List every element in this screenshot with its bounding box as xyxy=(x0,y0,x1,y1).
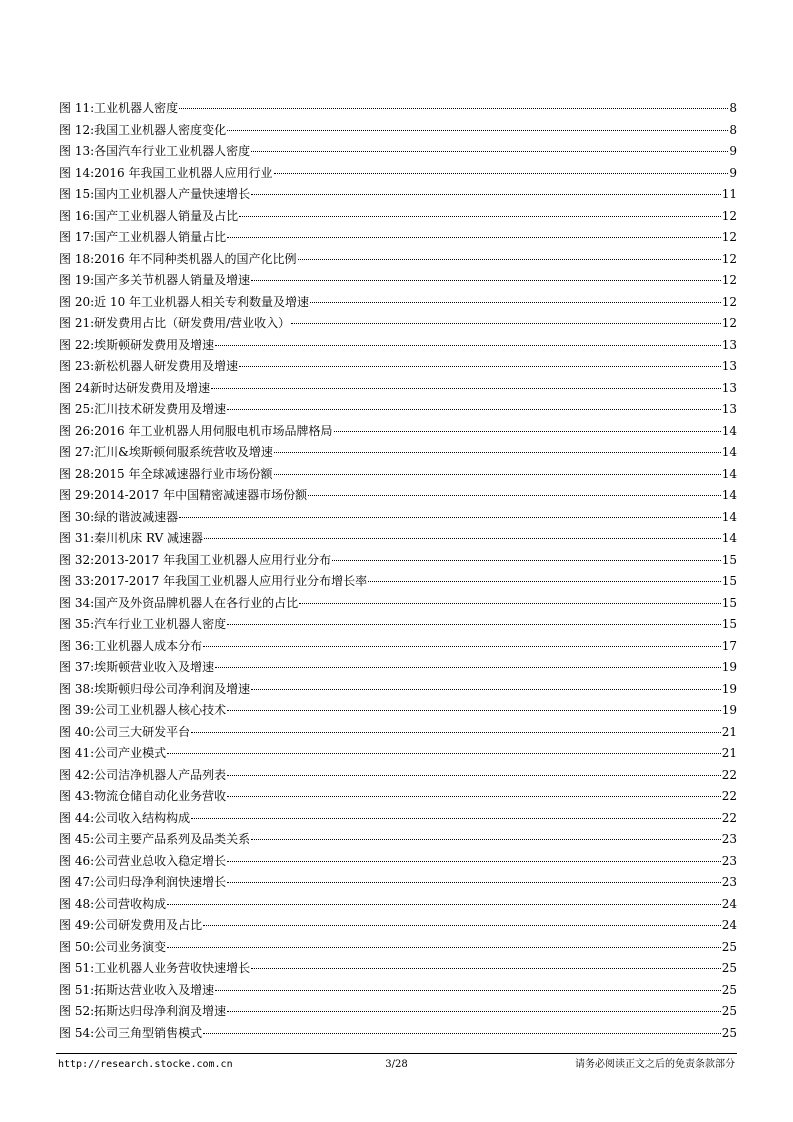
toc-leader-dots xyxy=(299,603,721,604)
toc-leader-dots xyxy=(179,108,728,109)
toc-entry[interactable] xyxy=(59,550,737,572)
toc-entry[interactable] xyxy=(59,464,737,486)
toc-entry-title: 拓斯达归母净利润及增速 xyxy=(94,1004,227,1018)
toc-entry[interactable] xyxy=(59,679,737,701)
toc-entry-title: 公司产业模式 xyxy=(94,746,167,760)
toc-entry-page: 15 xyxy=(721,595,737,610)
toc-leader-dots xyxy=(167,904,721,905)
toc-entry-page: 22 xyxy=(721,810,737,825)
toc-entry-page: 12 xyxy=(721,316,737,330)
toc-entry-title: 公司研发费用及占比 xyxy=(94,918,203,932)
toc-entry-page: 13 xyxy=(721,359,737,373)
toc-entry-page: 13 xyxy=(721,337,737,352)
toc-leader-dots xyxy=(368,581,721,582)
toc-entry-page: 14 xyxy=(721,466,737,481)
toc-leader-dots xyxy=(308,495,721,496)
toc-entry-page: 8 xyxy=(729,122,737,137)
toc-entry-title: 公司收入结构构成 xyxy=(94,810,191,825)
toc-entry-page: 9 xyxy=(729,165,737,180)
toc-entry-label: 图 33: xyxy=(59,574,95,588)
toc-entry-title: 2017-2017 年我国工业机器人应用行业分布增长率 xyxy=(94,574,368,588)
toc-entry-title: 新时达研发费用及增速 xyxy=(90,380,211,395)
toc-leader-dots xyxy=(239,366,721,367)
toc-leader-dots xyxy=(227,409,721,410)
toc-entry[interactable] xyxy=(59,485,737,507)
toc-entry-label: 图 23: xyxy=(59,359,95,373)
footer-url[interactable]: http://research.stocke.com.cn xyxy=(58,1059,233,1070)
toc-entry[interactable] xyxy=(59,571,737,593)
toc-entry-page: 12 xyxy=(721,294,737,309)
toc-entry-label: 图 28: xyxy=(59,466,95,481)
toc-entry-page: 22 xyxy=(721,789,737,803)
toc-entry-title: 各国汽车行业工业机器人密度 xyxy=(94,144,251,158)
toc-entry-page: 23 xyxy=(721,875,737,889)
toc-entry[interactable] xyxy=(59,657,737,679)
toc-leader-dots xyxy=(239,216,721,217)
toc-entry-label: 图 39: xyxy=(59,703,95,717)
toc-entry[interactable] xyxy=(59,915,737,937)
toc-entry-label: 图 44: xyxy=(59,810,95,825)
toc-leader-dots xyxy=(179,517,721,518)
toc-entry-page: 12 xyxy=(721,273,737,287)
toc-entry[interactable] xyxy=(59,786,737,808)
toc-leader-dots xyxy=(227,1011,721,1012)
toc-entry-label: 图 35: xyxy=(59,617,95,631)
toc-entry[interactable] xyxy=(59,614,737,636)
toc-entry-label: 图 50: xyxy=(59,939,95,954)
toc-entry-title: 新松机器人研发费用及增速 xyxy=(94,359,239,373)
toc-entry-title: 工业机器人成本分布 xyxy=(94,638,203,653)
toc-entry-page: 15 xyxy=(721,574,737,588)
toc-entry[interactable] xyxy=(59,528,737,550)
toc-entry-title: 国内工业机器人产量快速增长 xyxy=(94,187,251,201)
toc-entry-page: 8 xyxy=(729,101,737,115)
toc-entry-title: 埃斯顿归母公司净利润及增速 xyxy=(94,681,251,696)
toc-entry-title: 2014-2017 年中国精密减速器市场份额 xyxy=(94,488,308,502)
toc-leader-dots xyxy=(204,538,721,539)
toc-entry-label: 图 48: xyxy=(59,896,95,911)
toc-entry-label: 图 18: xyxy=(59,251,95,266)
toc-entry-label: 图 27: xyxy=(59,445,95,459)
toc-entry[interactable] xyxy=(59,206,737,228)
toc-entry-title: 公司三大研发平台 xyxy=(94,724,191,739)
toc-entry-title: 2015 年全球减速器行业市场份额 xyxy=(94,466,273,481)
toc-entry[interactable] xyxy=(59,743,737,765)
toc-entry-page: 25 xyxy=(721,1025,737,1040)
toc-entry-page: 14 xyxy=(721,509,737,524)
toc-entry-title: 拓斯达营业收入及增速 xyxy=(94,982,215,997)
toc-entry-title: 公司归母净利润快速增长 xyxy=(94,875,227,889)
toc-leader-dots xyxy=(274,173,729,174)
toc-entry-title: 2013-2017 年我国工业机器人应用行业分布 xyxy=(94,552,332,567)
toc-leader-dots xyxy=(203,646,721,647)
toc-leader-dots xyxy=(227,130,728,131)
toc-leader-dots xyxy=(167,753,721,754)
toc-entry-label: 图 11: xyxy=(59,101,95,115)
toc-leader-dots xyxy=(227,237,721,238)
toc-entry-label: 图 17: xyxy=(59,230,95,244)
toc-entry-title: 汽车行业工业机器人密度 xyxy=(94,617,227,631)
toc-entry[interactable] xyxy=(59,98,737,120)
toc-entry-label: 图 32: xyxy=(59,552,95,567)
toc-entry[interactable] xyxy=(59,851,737,873)
toc-entry-label: 图 45: xyxy=(59,832,95,846)
toc-entry-page: 25 xyxy=(721,939,737,954)
toc-entry[interactable] xyxy=(59,270,737,292)
toc-entry-page: 14 xyxy=(721,488,737,502)
toc-entry-label: 图 36: xyxy=(59,638,95,653)
toc-entry-label: 图 46: xyxy=(59,853,95,868)
toc-entry-page: 23 xyxy=(721,853,737,868)
toc-leader-dots xyxy=(227,775,721,776)
toc-entry-label: 图 51: xyxy=(59,961,95,975)
toc-entry[interactable] xyxy=(59,313,737,335)
toc-leader-dots xyxy=(215,990,721,991)
toc-entry[interactable] xyxy=(59,507,737,529)
toc-entry-label: 图 42: xyxy=(59,767,95,782)
toc-entry[interactable] xyxy=(59,120,737,142)
toc-entry-title: 研发费用占比（研发费用/营业收入） xyxy=(94,316,291,330)
toc-entry-label: 图 21: xyxy=(59,316,95,330)
toc-entry-page: 12 xyxy=(721,251,737,266)
toc-leader-dots xyxy=(274,474,721,475)
toc-entry-label: 图 14: xyxy=(59,165,95,180)
toc-leader-dots xyxy=(227,796,721,797)
toc-entry-page: 22 xyxy=(721,767,737,782)
toc-entry-title: 埃斯顿研发费用及增速 xyxy=(94,337,215,352)
toc-entry[interactable] xyxy=(59,356,737,378)
toc-entry-title: 公司洁净机器人产品列表 xyxy=(94,767,227,782)
toc-entry-label: 图 38: xyxy=(59,681,95,696)
toc-entry-title: 2016 年不同种类机器人的国产化比例 xyxy=(94,251,297,266)
toc-entry[interactable] xyxy=(59,335,737,357)
toc-entry-label: 图 16: xyxy=(59,208,95,223)
toc-entry[interactable] xyxy=(59,184,737,206)
toc-entry-page: 25 xyxy=(721,961,737,975)
toc-leader-dots xyxy=(203,925,721,926)
toc-entry-page: 24 xyxy=(721,918,737,932)
toc-entry-title: 绿的谐波减速器 xyxy=(94,509,179,524)
toc-leader-dots xyxy=(251,839,721,840)
toc-entry-title: 国产工业机器人销量占比 xyxy=(94,230,227,244)
toc-leader-dots xyxy=(334,431,721,432)
toc-entry-page: 25 xyxy=(721,982,737,997)
toc-entry-title: 公司三角型销售模式 xyxy=(94,1025,203,1040)
toc-entry-label: 图 51: xyxy=(59,982,95,997)
toc-entry-title: 汇川技术研发费用及增速 xyxy=(94,402,227,416)
toc-leader-dots xyxy=(298,259,721,260)
toc-entry-title: 国产工业机器人销量及占比 xyxy=(94,208,239,223)
toc-entry-label: 图 20: xyxy=(59,294,95,309)
toc-entry[interactable] xyxy=(59,1001,737,1023)
toc-entry-title: 我国工业机器人密度变化 xyxy=(94,122,227,137)
toc-entry-label: 图 25: xyxy=(59,402,95,416)
toc-entry[interactable] xyxy=(59,141,737,163)
toc-entry[interactable] xyxy=(59,593,737,615)
toc-entry-label: 图 29: xyxy=(59,488,95,502)
toc-entry-page: 19 xyxy=(721,660,737,674)
toc-entry-page: 15 xyxy=(721,552,737,567)
toc-entry[interactable] xyxy=(59,958,737,980)
toc-leader-dots xyxy=(251,194,721,195)
toc-entry[interactable] xyxy=(59,937,737,959)
toc-leader-dots xyxy=(227,882,721,883)
toc-entry-title: 2016 年我国工业机器人应用行业 xyxy=(94,165,273,180)
toc-entry-page: 25 xyxy=(721,1004,737,1018)
toc-entry-title: 汇川&埃斯顿伺服系统营收及增速 xyxy=(94,445,273,459)
toc-entry-page: 14 xyxy=(721,531,737,545)
toc-entry-label: 图 37: xyxy=(59,660,95,674)
toc-leader-dots xyxy=(191,818,721,819)
toc-entry-page: 15 xyxy=(721,617,737,631)
toc-leader-dots xyxy=(251,968,721,969)
toc-entry-page: 23 xyxy=(721,832,737,846)
toc-entry-title: 工业机器人业务营收快速增长 xyxy=(94,961,251,975)
toc-entry-page: 11 xyxy=(721,187,737,201)
toc-entry-label: 图 15: xyxy=(59,187,95,201)
toc-entry-title: 近 10 年工业机器人相关专利数量及增速 xyxy=(94,294,310,309)
toc-entry[interactable] xyxy=(59,163,737,185)
toc-entry[interactable] xyxy=(59,808,737,830)
toc-entry-page: 14 xyxy=(721,423,737,438)
toc-entry-label: 图 19: xyxy=(59,273,95,287)
toc-leader-dots xyxy=(251,689,721,690)
toc-entry[interactable] xyxy=(59,1023,737,1045)
toc-entry-title: 2016 年工业机器人用伺服电机市场品牌格局 xyxy=(94,423,333,438)
toc-leader-dots xyxy=(215,345,721,346)
toc-leader-dots xyxy=(227,710,721,711)
toc-entry[interactable] xyxy=(59,249,737,271)
toc-entry-title: 工业机器人密度 xyxy=(94,101,179,115)
toc-entry[interactable] xyxy=(59,894,737,916)
toc-entry-page: 21 xyxy=(721,724,737,739)
toc-entry-label: 图 52: xyxy=(59,1004,95,1018)
toc-entry-title: 秦川机床 RV 减速器 xyxy=(94,531,204,545)
toc-entry-label: 图 47: xyxy=(59,875,95,889)
toc-entry-label: 图 31: xyxy=(59,531,95,545)
footer-page-number: 3/28 xyxy=(385,1059,408,1070)
toc-entry[interactable] xyxy=(59,722,737,744)
toc-entry-label: 图 30: xyxy=(59,509,95,524)
toc-entry-title: 公司工业机器人核心技术 xyxy=(94,703,227,717)
toc-entry-label: 图 22: xyxy=(59,337,95,352)
toc-entry[interactable] xyxy=(59,421,737,443)
toc-leader-dots xyxy=(332,560,721,561)
toc-entry-label: 图 24 xyxy=(59,380,91,395)
toc-entry[interactable] xyxy=(59,378,737,400)
toc-entry-label: 图 12: xyxy=(59,122,95,137)
toc-entry-title: 公司营收构成 xyxy=(94,896,167,911)
toc-entry-title: 国产多关节机器人销量及增速 xyxy=(94,273,251,287)
toc-entry[interactable] xyxy=(59,980,737,1002)
toc-entry-title: 公司营业总收入稳定增长 xyxy=(94,853,227,868)
toc-leader-dots xyxy=(167,947,721,948)
toc-entry[interactable] xyxy=(59,399,737,421)
toc-entry-title: 物流仓储自动化业务营收 xyxy=(94,789,227,803)
footer-disclaimer: 请务必阅读正文之后的免责条款部分 xyxy=(575,1059,735,1070)
toc-entry-page: 12 xyxy=(721,230,737,244)
toc-leader-dots xyxy=(211,388,721,389)
toc-entry-page: 14 xyxy=(721,445,737,459)
toc-leader-dots xyxy=(191,732,721,733)
toc-entry-label: 图 40: xyxy=(59,724,95,739)
toc-leader-dots xyxy=(227,624,721,625)
toc-entry[interactable] xyxy=(59,765,737,787)
toc-entry-page: 19 xyxy=(721,681,737,696)
toc-leader-dots xyxy=(274,452,721,453)
toc-entry-page: 24 xyxy=(721,896,737,911)
toc-entry[interactable] xyxy=(59,292,737,314)
toc-entry[interactable] xyxy=(59,872,737,894)
table-of-figures xyxy=(59,98,737,1044)
toc-entry-label: 图 41: xyxy=(59,746,95,760)
toc-entry-label: 图 26: xyxy=(59,423,95,438)
toc-entry-page: 17 xyxy=(721,638,737,653)
toc-leader-dots xyxy=(227,861,721,862)
toc-entry-title: 国产及外资品牌机器人在各行业的占比 xyxy=(94,595,299,610)
toc-entry-label: 图 43: xyxy=(59,789,95,803)
toc-leader-dots xyxy=(310,302,721,303)
toc-leader-dots xyxy=(251,280,721,281)
toc-entry-page: 21 xyxy=(721,746,737,760)
toc-entry-label: 图 13: xyxy=(59,144,95,158)
toc-entry-label: 图 54: xyxy=(59,1025,95,1040)
toc-entry-page: 12 xyxy=(721,208,737,223)
toc-leader-dots xyxy=(203,1033,721,1034)
toc-leader-dots xyxy=(215,667,721,668)
toc-entry-title: 埃斯顿营业收入及增速 xyxy=(94,660,215,674)
toc-entry-page: 19 xyxy=(721,703,737,717)
toc-entry-page: 13 xyxy=(721,380,737,395)
toc-entry-page: 9 xyxy=(729,144,737,158)
toc-leader-dots xyxy=(291,323,721,324)
toc-leader-dots xyxy=(251,151,728,152)
toc-entry[interactable] xyxy=(59,700,737,722)
toc-entry-label: 图 34: xyxy=(59,595,95,610)
toc-entry-label: 图 49: xyxy=(59,918,95,932)
footer-divider xyxy=(56,1053,737,1054)
toc-entry-page: 13 xyxy=(721,402,737,416)
toc-entry[interactable] xyxy=(59,829,737,851)
toc-entry-title: 公司业务演变 xyxy=(94,939,167,954)
toc-entry-title: 公司主要产品系列及品类关系 xyxy=(94,832,251,846)
toc-entry[interactable] xyxy=(59,636,737,658)
toc-entry[interactable] xyxy=(59,227,737,249)
toc-entry[interactable] xyxy=(59,442,737,464)
